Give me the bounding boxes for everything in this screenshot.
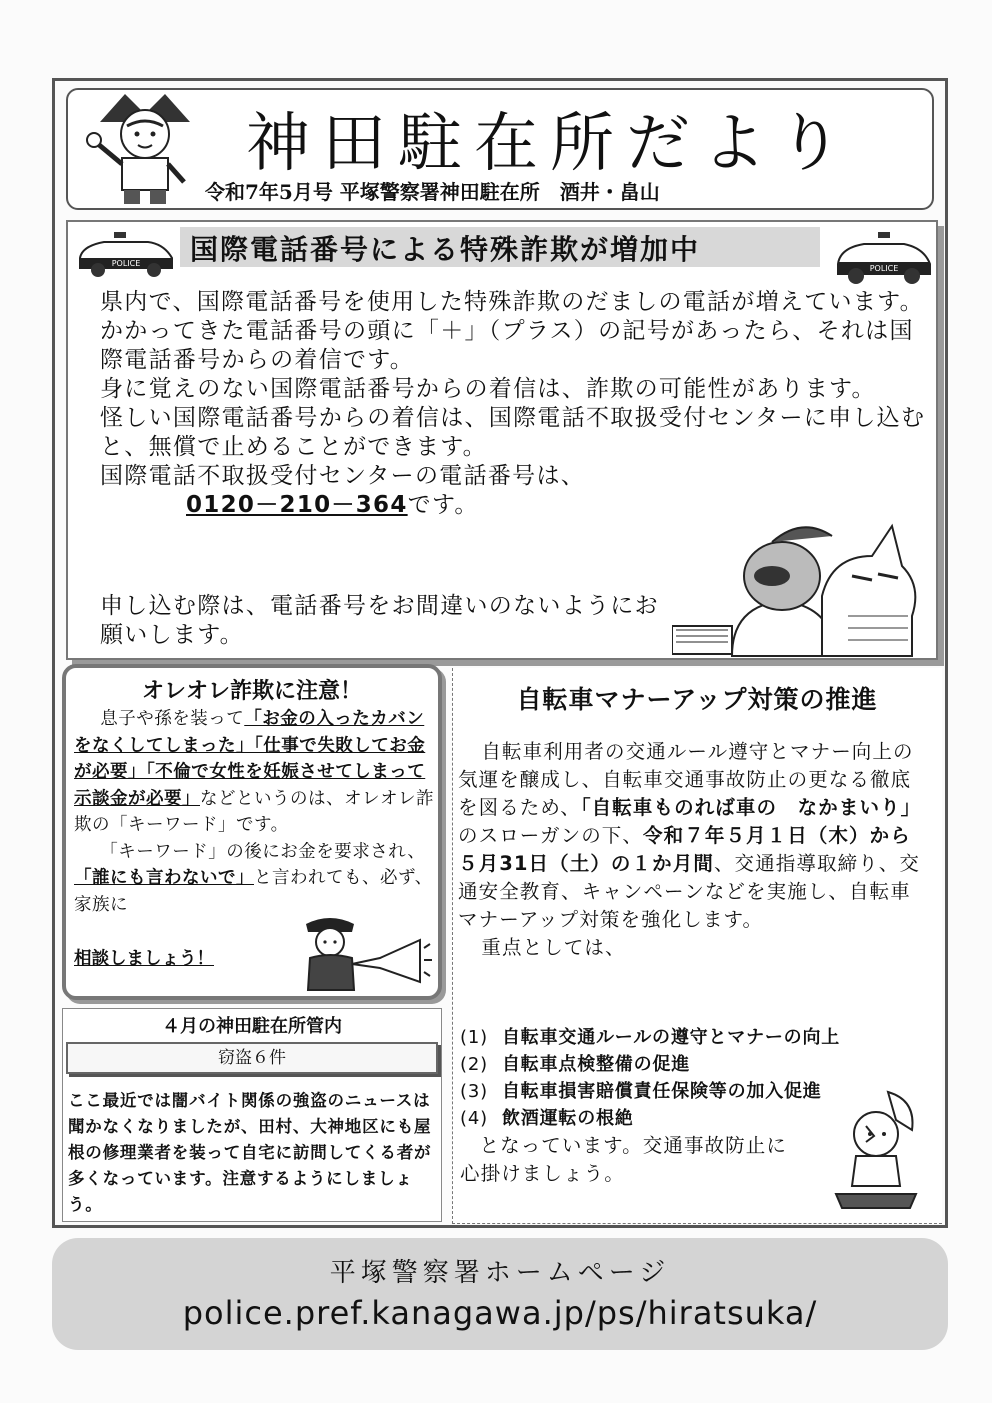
intl-scam-paragraph: 国際電話不取扱受付センターの電話番号は、 bbox=[100, 463, 586, 489]
intl-scam-body bbox=[100, 288, 932, 520]
oreore-body bbox=[74, 706, 436, 918]
phone-suffix: です。 bbox=[407, 492, 479, 518]
oreore-para2-a: 「キーワード」の後にお金を要求され、 bbox=[100, 841, 426, 862]
newsletter-title: 神田駐在所だより bbox=[246, 107, 854, 181]
point-text: 自転車損害賠償責任保険等の加入促進 bbox=[502, 1081, 822, 1102]
oreore-after-keywords: などというのは、オレオレ詐欺の「キーワード」です。 bbox=[74, 788, 434, 835]
bicycle-paragraph bbox=[458, 738, 928, 934]
keyword-3: 「不倫で女性を妊娠させてしまって示談金が必要」 bbox=[74, 762, 426, 809]
bicycle-p1-b: のスローガンの下、 bbox=[458, 824, 644, 847]
point-text: 自転車点検整備の促進 bbox=[502, 1054, 690, 1075]
mascot-bicycle-illustration bbox=[826, 1090, 926, 1214]
stats-body: ここ最近では闇バイト関係の強盗のニュースは聞かなくなりましたが、田村、大神地区にも屋根の修理業者を装って自宅に訪問してくる者が多くなっています。注意するようにしましょう。 bbox=[68, 1091, 432, 1214]
oreore-intro: 息子や孫を装って bbox=[100, 709, 245, 729]
bicycle-p1-c: 、交通指導取締り、交通安全教育、キャンペーンなどを実施し、自転車マナーアップ対策を強化します。 bbox=[458, 852, 920, 931]
point-number: (1) bbox=[460, 1027, 488, 1048]
intl-scam-paragraph: 怪しい国際電話番号からの着信は、国際電話不取扱受付センターに申し込むと、無償で止めることができます。 bbox=[100, 405, 926, 460]
police-car-icon bbox=[74, 228, 178, 278]
bicycle-title: 自転車マナーアップ対策の推進 bbox=[516, 685, 878, 714]
intl-scam-paragraph: 身に覚えのない国際電話番号からの着信は、詐欺の可能性があります。 bbox=[100, 376, 876, 402]
point-text: 自転車交通ルールの遵守とマナーの向上 bbox=[502, 1027, 841, 1048]
raccoon-fox-illustration bbox=[672, 516, 926, 658]
oreore-title: オレオレ詐欺に注意！ bbox=[141, 679, 362, 704]
point-text: 飲酒運転の根絶 bbox=[502, 1108, 634, 1129]
bicycle-body bbox=[458, 738, 928, 962]
point-number: (3) bbox=[460, 1081, 488, 1102]
issue-line: 令和7年5月号 平塚警察署神田駐在所 酒井・畠山 bbox=[205, 180, 660, 204]
footer-url-link[interactable]: police.pref.kanagawa.jp/ps/hiratsuka/ bbox=[182, 1294, 818, 1332]
bicycle-closing: となっています。交通事故防止に心掛けましょう。 bbox=[460, 1134, 787, 1185]
keyword-2: 「仕事で失敗してお金が必要」 bbox=[74, 735, 426, 782]
bicycle-slogan: 「自転車ものれば車の なかまいり」 bbox=[580, 796, 922, 819]
officer-megaphone-illustration bbox=[300, 912, 432, 992]
list-item bbox=[460, 1051, 940, 1078]
point-number: (4) bbox=[460, 1108, 488, 1129]
intl-scam-paragraph: 県内で、国際電話番号を使用した特殊詐欺のだましの電話が増えています。 bbox=[100, 289, 924, 315]
mascot-illustration bbox=[80, 92, 210, 207]
intl-scam-title: 国際電話番号による特殊詐欺が増加中 bbox=[190, 233, 701, 266]
oreore-consult bbox=[74, 946, 294, 973]
consult-text: 相談しましょう！ bbox=[74, 949, 214, 969]
point-number: (2) bbox=[460, 1054, 488, 1075]
svg-text:POLICE: POLICE bbox=[111, 259, 141, 268]
oreore-paragraph bbox=[74, 706, 436, 839]
intl-scam-closing: 申し込む際は、電話番号をお間違いのないようにお願いします。 bbox=[100, 593, 659, 648]
oreore-para2-b: と言われても、必ず、家族に bbox=[74, 868, 433, 915]
bicycle-paragraph: 重点としては、 bbox=[481, 936, 626, 959]
bicycle-p1-a: 自転車利用者の交通ルール遵守とマナー向上の気運を醸成し、自転車交通事故防止の更なる徹底を図るため、 bbox=[458, 740, 914, 819]
bicycle-period: 令和７年５月１日（木）から５月31日（土）の１か月間 bbox=[458, 824, 911, 875]
police-car-icon bbox=[832, 228, 936, 286]
oreore-paragraph bbox=[74, 839, 436, 919]
svg-text:POLICE: POLICE bbox=[869, 264, 899, 273]
list-item bbox=[460, 1024, 940, 1051]
stats-count-box: 窃盗６件 bbox=[66, 1042, 438, 1074]
footer-homepage-label: 平塚警察署ホームページ bbox=[329, 1258, 671, 1288]
oreore-highlight: 「誰にも言わないで」 bbox=[74, 868, 254, 888]
stats-title: ４月の神田駐在所管内 bbox=[162, 1016, 342, 1037]
phone-number: 0120－210－364 bbox=[186, 492, 408, 518]
keyword-1: 「お金の入ったカバンをなくしてしまった」 bbox=[74, 709, 425, 756]
intl-scam-paragraph: かかってきた電話番号の頭に「＋」（プラス）の記号があったら、それは国際電話番号からの着信です。 bbox=[100, 318, 914, 373]
